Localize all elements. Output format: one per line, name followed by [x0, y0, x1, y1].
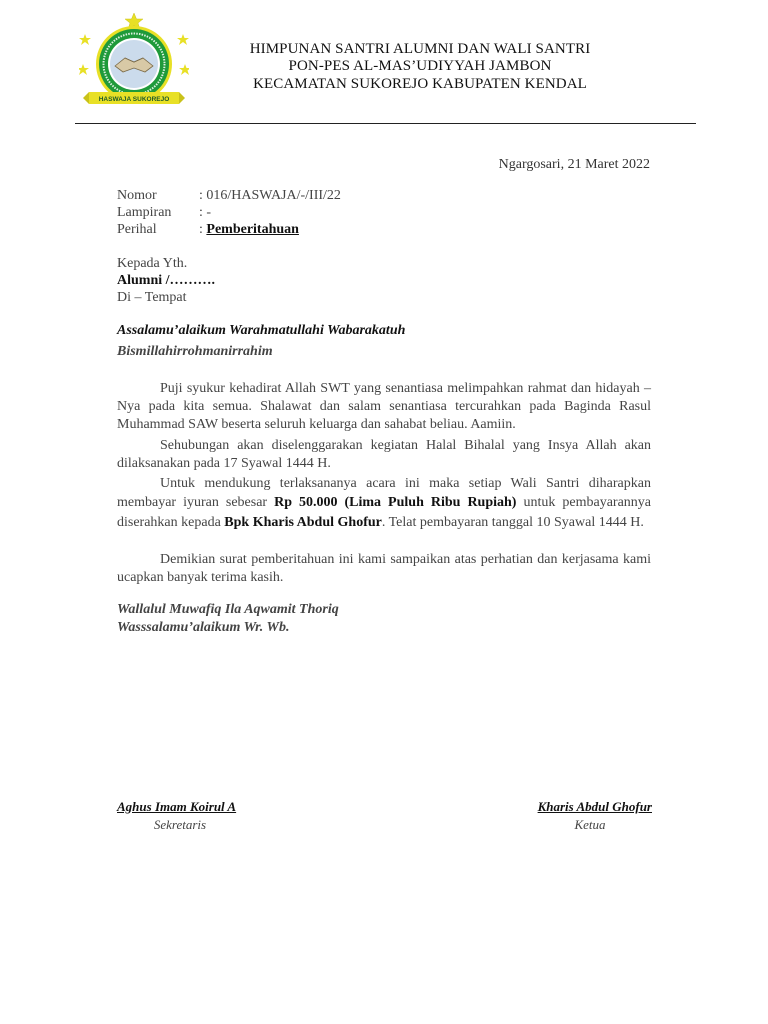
- perihal-colon: :: [199, 222, 207, 237]
- body-p3-text-d: diserahkan kepada: [117, 515, 225, 530]
- perihal-field: [199, 222, 299, 238]
- signature-secretary: [117, 799, 243, 833]
- perihal-value: Pemberitahuan: [206, 222, 299, 237]
- org-name-line-2: PON-PES AL-MAS’UDIYYAH JAMBON: [288, 58, 552, 74]
- nomor-value: : 016/HASWAJA/-/III/22: [199, 188, 341, 203]
- payment-recipient: Bpk Kharis Abdul Ghofur: [224, 515, 382, 530]
- logo-banner-text: HASWAJA SUKOREJO: [98, 96, 170, 103]
- letter-date: Ngargosari, 21 Maret 2022: [498, 157, 650, 172]
- star-icon: [79, 64, 89, 75]
- lampiran-value: : -: [199, 205, 212, 220]
- body-p3-text-a: membayar iyuran sebesar: [117, 495, 275, 510]
- closing-line-1: Wallalul Muwafiq Ila Aqwamit Thoriq: [117, 602, 339, 617]
- body-p1-line-2: Nya pada kita semua. Shalawat dan salam senantiasa tercurahkan pada Baginda Rasul: [117, 399, 651, 414]
- nomor-label: Nomor: [117, 188, 157, 203]
- org-name-line-1: HIMPUNAN SANTRI ALUMNI DAN WALI SANTRI: [249, 41, 591, 57]
- lampiran-label: Lampiran: [117, 205, 172, 220]
- body-p4-line-2: ucapkan banyak terima kasih.: [117, 570, 284, 585]
- perihal-label: Perihal: [117, 222, 157, 237]
- address-salutation: Kepada Yth.: [117, 256, 188, 271]
- body-p1-line-3: Muhammad SAW beserta seluruh keluarga dan sahabat beliau. Aamiin.: [117, 417, 516, 432]
- secretary-role: Sekretaris: [153, 817, 207, 832]
- greeting-basmalah: Bismillahirrohmanirrahim: [117, 344, 273, 359]
- body-p3-line-3: [117, 514, 651, 532]
- body-p3-line-2: [117, 494, 651, 512]
- address-recipient: Alumni /……….: [117, 273, 216, 288]
- signature-chairman: [528, 799, 652, 833]
- chairman-name: Kharis Abdul Ghofur: [537, 799, 652, 814]
- body-p2-line-1: Sehubungan akan diselenggarakan kegiatan Halal Bihalal yang Insya Allah akan: [160, 438, 651, 453]
- body-p1-line-1: Puji syukur kehadirat Allah SWT yang senantiasa melimpahkan rahmat dan hidayah –: [160, 381, 651, 396]
- organization-logo: [79, 12, 189, 112]
- address-place: Di – Tempat: [117, 290, 187, 305]
- closing-line-2: Wasssalamu’alaikum Wr. Wb.: [117, 620, 290, 635]
- payment-amount: Rp 50.000 (Lima Puluh Ribu Rupiah): [274, 495, 517, 510]
- chairman-role: Ketua: [574, 817, 606, 832]
- body-p2-line-2: dilaksanakan pada 17 Syawal 1444 H.: [117, 456, 331, 471]
- secretary-name: Aghus Imam Koirul A: [117, 799, 237, 814]
- body-p3-text-c: untuk pembayarannya: [516, 495, 651, 510]
- body-p3-text-e: . Telat pembayaran tanggal 10 Syawal 1444 H.: [381, 515, 644, 530]
- star-icon: [79, 34, 91, 45]
- body-p4-line-1: Demikian surat pemberitahuan ini kami sampaikan atas perhatian dan kerjasama kami: [160, 552, 651, 567]
- greeting-salam: Assalamu’alaikum Warahmatullahi Wabarakatuh: [117, 323, 406, 338]
- org-name-line-3: KECAMATAN SUKOREJO KABUPATEN KENDAL: [253, 76, 587, 92]
- header-divider: [75, 123, 696, 124]
- body-p3-line-1: Untuk mendukung terlaksananya acara ini maka setiap Wali Santri diharapkan: [160, 476, 651, 491]
